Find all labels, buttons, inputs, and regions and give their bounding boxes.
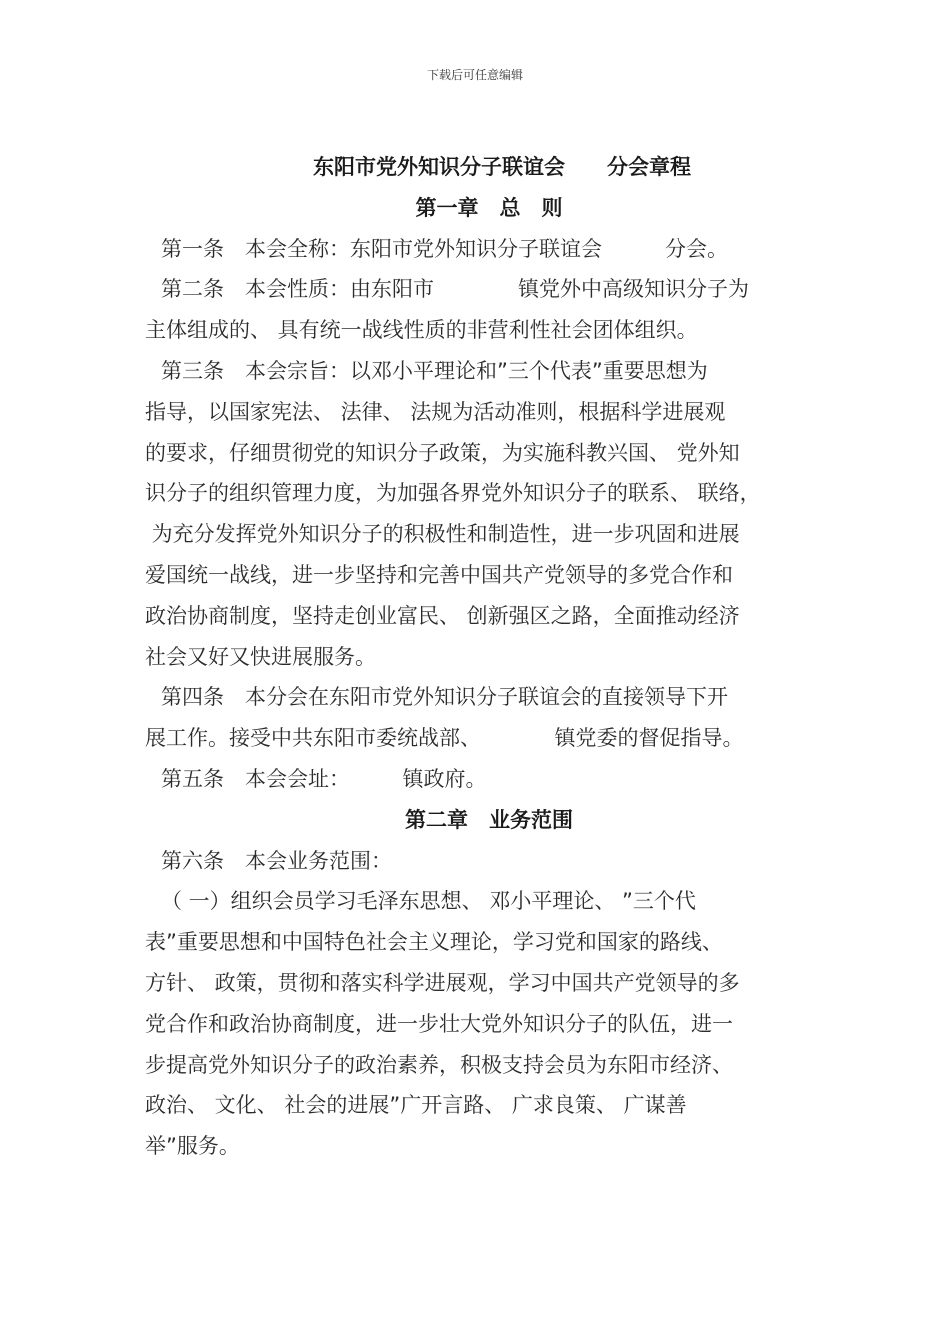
article-3-cont-3: 识分子的组织管理力度，为加强各界党外知识分子的联系、 联络，: [145, 481, 761, 506]
article-6-item-1-cont-5: 政治、 文化、 社会的进展”广开言路、 广求良策、 广谋善: [145, 1093, 687, 1118]
article-6: 第六条 本会业务范围：: [161, 848, 392, 873]
article-3: 第三条 本会宗旨：以邓小平理论和”三个代表”重要思想为: [161, 358, 708, 383]
article-2-cont: 主体组成的、 具有统一战线性质的非营利性社会团体组织。: [145, 318, 698, 343]
article-3-cont-7: 社会又好又快进展服务。: [145, 644, 376, 669]
chapter-1-heading: 第一章 总 则: [415, 195, 563, 220]
article-6-item-1: （ 一）组织会员学习毛泽东思想、 邓小平理论、 ”三个代: [161, 889, 696, 914]
article-3-cont-4: 为充分发挥党外知识分子的积极性和制造性，进一步巩固和进展: [145, 522, 740, 547]
article-5: 第五条 本会会址： 镇政府。: [161, 766, 487, 791]
article-6-item-1-cont-2: 方针、 政策，贯彻和落实科学进展观，学习中国共产党领导的多: [145, 970, 740, 995]
document-body: [145, 143, 825, 1167]
article-3-cont-1: 指导，以国家宪法、 法律、 法规为活动准则，根据科学进展观: [145, 399, 726, 424]
chapter-2-heading: 第二章 业务范围: [405, 807, 573, 832]
article-4-cont: 展工作。接受中共东阳市委统战部、 镇党委的督促指导。: [145, 726, 744, 751]
article-3-cont-6: 政治协商制度，坚持走创业富民、 创新强区之路，全面推动经济: [145, 603, 740, 628]
article-2: 第二条 本会性质：由东阳市 镇党外中高级知识分子为: [161, 277, 749, 302]
article-3-cont-2: 的要求，仔细贯彻党的知识分子政策，为实施科教兴国、 党外知: [145, 440, 740, 465]
article-1: 第一条 本会全称：东阳市党外知识分子联谊会 分会。: [161, 236, 728, 261]
article-6-item-1-cont-1: 表”重要思想和中国特色社会主义理论，学习党和国家的路线、: [145, 930, 723, 955]
article-6-item-1-cont-6: 举”服务。: [145, 1134, 240, 1159]
article-4: 第四条 本分会在东阳市党外知识分子联谊会的直接领导下开: [161, 685, 728, 710]
article-6-item-1-cont-4: 步提高党外知识分子的政治素养，积极支持会员为东阳市经济、: [145, 1052, 733, 1077]
article-3-cont-5: 爱国统一战线，进一步坚持和完善中国共产党领导的多党合作和: [145, 562, 733, 587]
article-6-item-1-cont-3: 党合作和政治协商制度，进一步壮大党外知识分子的队伍，进一: [145, 1011, 733, 1036]
document-title: 东阳市党外知识分子联谊会 分会章程: [313, 155, 691, 179]
header-note: 下载后可任意编辑: [426, 68, 523, 82]
